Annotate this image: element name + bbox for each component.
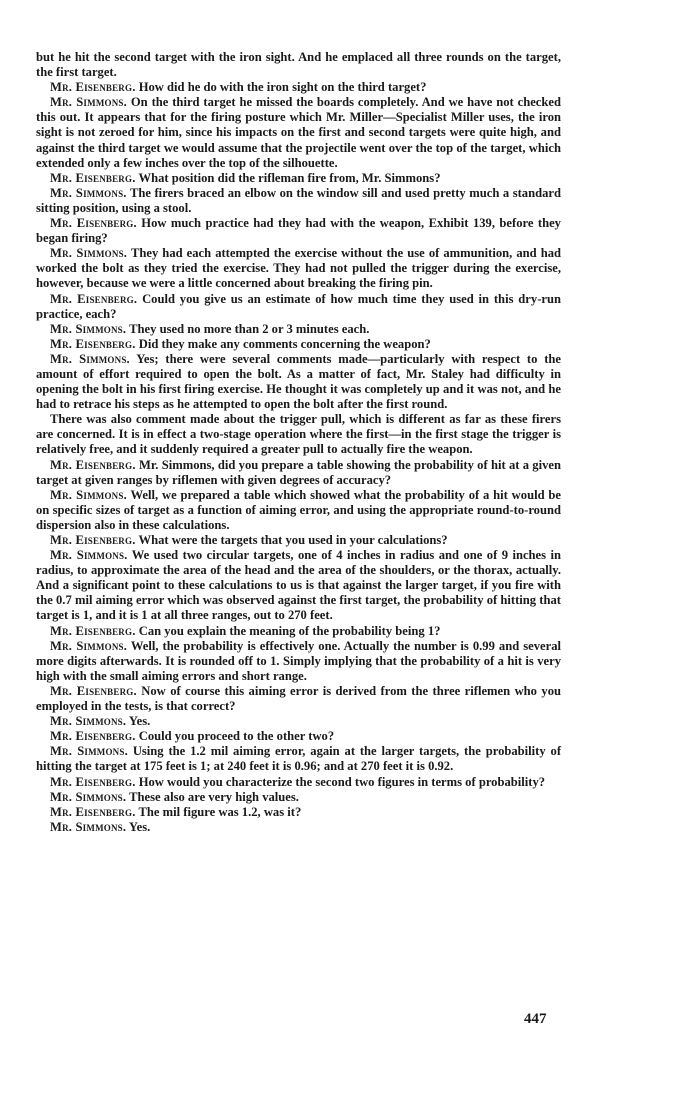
paragraph-text: What were the targets that you used in your calculations? [138,533,448,547]
speaker: Mr. Eisenberg. [50,170,136,185]
paragraph-text: There was also comment made about the trigger pull, which is different as far as these firers are concerned. It is in effect a two-stage operation where the first—in the first stage the trigger is relatively free, and it suddenly required a greater pull to actually fire the weapon. [36,412,561,457]
speaker: Mr. Eisenberg. [50,683,137,698]
speaker: Mr. Simmons. [50,95,127,110]
speaker: Mr. Eisenberg. [50,533,136,547]
paragraph-text: Yes. [128,714,151,729]
paragraph [36,292,561,322]
transcript-body [36,50,561,835]
paragraph [36,171,561,186]
speaker: Mr. Simmons. [50,246,128,261]
paragraph [36,714,561,729]
paragraph-text: Yes. [128,819,151,834]
paragraph [36,246,561,291]
speaker: Mr. Simmons. [50,638,128,653]
paragraph [36,186,561,216]
paragraph-text: On the third target he missed the boards completely. And we have not checked this out. It appears that for the firing posture which Mr. Miller—Specialist Miller uses, the iron sight is not zeroed for him, since his impacts on the first and second targets were quite high, and against the third target we would assume that the projectile went over the top of the target, which extended only a few inches over the top of the silhouette. [36,95,561,170]
speaker: Mr. Eisenberg. [50,80,136,95]
speaker: Mr. Simmons. [50,744,128,759]
paragraph-text: Well, the probability is effectively one. Actually the number is 0.99 and several more digits afterwards. It is rounded off to 1. Simply implying that the probability of a hit is very high with the small aiming errors and short range. [36,638,561,683]
paragraph [36,639,561,684]
speaker: Mr. Simmons. [50,789,127,804]
paragraph-text: How much practice had they had with the weapon, Exhibit 139, before they began firing? [36,216,561,246]
paragraph-text: These also are very high values. [129,789,299,804]
paragraph [36,352,561,412]
speaker: Mr. Simmons. [50,548,128,563]
paragraph-text: Mr. Simmons, did you prepare a table showing the probability of hit at a given target at given ranges by riflemen with given degrees of accuracy? [36,457,561,487]
speaker: Mr. Eisenberg. [50,729,136,744]
paragraph [36,488,561,533]
paragraph [36,684,561,714]
speaker: Mr. Eisenberg. [50,216,137,231]
paragraph-text: We used two circular targets, one of 4 inches in radius and one of 9 inches in radius, to approximate the area of the head and the area of the shoulders, or the thorax, actually. And a significant point to these calculations to us is that against the larger target, if you fire with the 0.7 mil aiming error which was observed against the first target, the probability of hitting that target is 1, and it is 1 at all three ranges, out to 270 feet. [36,548,561,623]
paragraph-text: What position did the rifleman fire from, Mr. Simmons? [138,170,441,185]
paragraph-text: How would you characterize the second two figures in terms of probability? [138,774,546,789]
paragraph-text: Yes; there were several comments made—particularly with respect to the amount of effort required to open the bolt. As a matter of fact, Mr. Staley had difficulty in opening the bolt in his first firing exercise. He thought it was completely up and it was not, and he had to retrace his steps as he attempted to open the bolt after the first round. [36,351,561,412]
paragraph [36,458,561,488]
page-number: 447 [524,1011,547,1027]
paragraph [36,412,561,457]
paragraph-text: Can you explain the meaning of the probability being 1? [138,623,441,638]
speaker: Mr. Eisenberg. [50,457,136,472]
paragraph [36,624,561,639]
paragraph [36,533,561,548]
speaker: Mr. Eisenberg. [50,336,136,351]
paragraph-text: Did they make any comments concerning the weapon? [138,336,431,351]
paragraph-text: They had each attempted the exercise without the use of ammunition, and had worked the bolt as they tried the exercise. They had not pulled the trigger during the exercise, however, because we were a little concerned about breaking the firing pin. [36,246,562,291]
paragraph-text: Well, we prepared a table which showed what the probability of a hit would be on specific sizes of target as a function of aiming error, and using the appropriate round-to-round dispersion also in these calculations. [36,487,561,532]
paragraph [36,744,561,774]
paragraph-text: The firers braced an elbow on the window sill and used pretty much a standard sitting position, using a stool. [36,185,562,215]
paragraph-text: but he hit the second target with the iron sight. And he emplaced all three rounds on the target, the first target. [36,50,561,80]
paragraph-text: Could you proceed to the other two? [138,729,335,744]
speaker: Mr. Eisenberg. [50,623,136,638]
paragraph [36,322,561,337]
speaker: Mr. Simmons. [50,351,130,366]
paragraph-text: Now of course this aiming error is derived from the three riflemen who you employed in the tests, is that correct? [36,683,561,714]
paragraph-text: Using the 1.2 mil aiming error, again at the larger targets, the probability of hitting the target at 175 feet is 1; at 240 feet it is 0.96; and at 270 feet it is 0.92. [36,744,562,774]
paragraph [36,80,561,95]
paragraph-text: Could you give us an estimate of how much time they used in this dry-run practice, each? [36,291,561,321]
paragraph [36,805,561,820]
paragraph-text: The mil figure was 1.2, was it? [138,804,302,819]
speaker: Mr. Eisenberg. [50,291,138,306]
speaker: Mr. Simmons. [50,714,127,729]
paragraph [36,729,561,744]
speaker: Mr. Simmons. [50,819,127,834]
paragraph [36,775,561,790]
paragraph [36,820,561,835]
paragraph [36,50,561,80]
paragraph [36,790,561,805]
paragraph-text: How did he do with the iron sight on the third target? [138,80,427,95]
speaker: Mr. Simmons. [50,321,127,336]
speaker: Mr. Eisenberg. [50,774,136,789]
paragraph-text: They used no more than 2 or 3 minutes each. [129,321,370,336]
speaker: Mr. Simmons. [50,185,127,200]
paragraph [36,337,561,352]
speaker: Mr. Simmons. [50,487,127,502]
paragraph [36,95,561,170]
paragraph [36,216,561,246]
paragraph [36,548,561,623]
speaker: Mr. Eisenberg. [50,804,136,819]
